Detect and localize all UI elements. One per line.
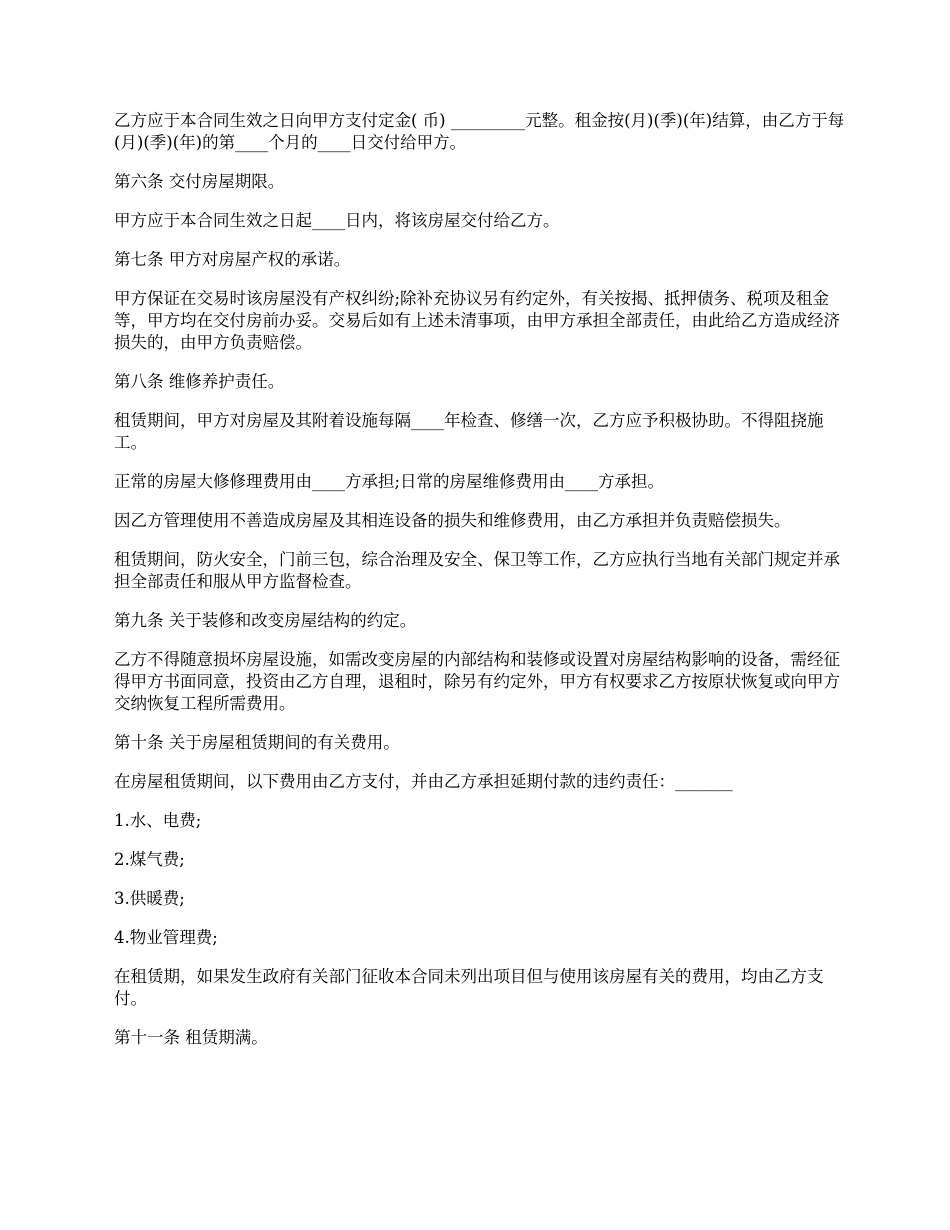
fee-item-4: 4.物业管理费; <box>114 928 218 947</box>
article-6-body: 甲方应于本合同生效之日起____日内，将该房屋交付给乙方。 <box>114 211 560 230</box>
article-8-safety: 租赁期间，防火安全，门前三包，综合治理及安全、保卫等工作，乙方应执行当地有关部门规定并承担全部责任和服从甲方监督检查。 <box>114 550 840 591</box>
fee-item-1: 1.水、电费; <box>114 811 202 830</box>
article-11-heading: 第十一条 租赁期满。 <box>114 1028 268 1047</box>
article-6-heading: 第六条 交付房屋期限。 <box>114 172 285 191</box>
fee-item-2: 2.煤气费; <box>114 850 185 869</box>
article-9-body: 乙方不得随意损坏房屋设施，如需改变房屋的内部结构和装修或设置对房屋结构影响的设备，需经征得甲方书面同意，投资由乙方自理，退租时，除另有约定外，甲方有权要求乙方按原状恢复或向甲方交纳恢复工程所需费用。 <box>114 650 840 713</box>
article-10-other-fees: 在租赁期，如果发生政府有关部门征收本合同未列出项目但与使用该房屋有关的费用，均由乙方支付。 <box>114 967 824 1008</box>
article-10-heading: 第十条 关于房屋租赁期间的有关费用。 <box>114 733 400 752</box>
article-8-repair-costs: 正常的房屋大修修理费用由____方承担;日常的房屋维修费用由____方承担。 <box>114 472 665 491</box>
article-8-heading: 第八条 维修养护责任。 <box>114 372 285 391</box>
article-10-intro: 在房屋租赁期间，以下费用由乙方支付，并由乙方承担延期付款的违约责任：_______ <box>114 772 733 791</box>
article-8-damage: 因乙方管理使用不善造成房屋及其相连设备的损失和维修费用，由乙方承担并负责赔偿损失。 <box>114 511 791 530</box>
deposit-paragraph: 乙方应于本合同生效之日向甲方支付定金( 币) _________元整。租金按(月)(季)(年)结算，由乙方于每(月)(季)(年)的第____个月的____日交付给甲方。 <box>114 111 845 152</box>
article-9-heading: 第九条 关于装修和改变房屋结构的约定。 <box>114 611 417 630</box>
article-7-body: 甲方保证在交易时该房屋没有产权纠纷;除补充协议另有约定外，有关按揭、抵押债务、税项及租金等，甲方均在交付房前办妥。交易后如有上述未清事项，由甲方承担全部责任，由此给乙方造成经济损失的，由甲方负责赔偿。 <box>114 289 840 352</box>
article-7-heading: 第七条 甲方对房屋产权的承诺。 <box>114 250 351 269</box>
fee-item-3: 3.供暖费; <box>114 889 185 908</box>
article-8-inspection: 租赁期间，甲方对房屋及其附着设施每隔____年检查、修缮一次，乙方应予积极协助。不得阻挠施工。 <box>114 411 824 452</box>
